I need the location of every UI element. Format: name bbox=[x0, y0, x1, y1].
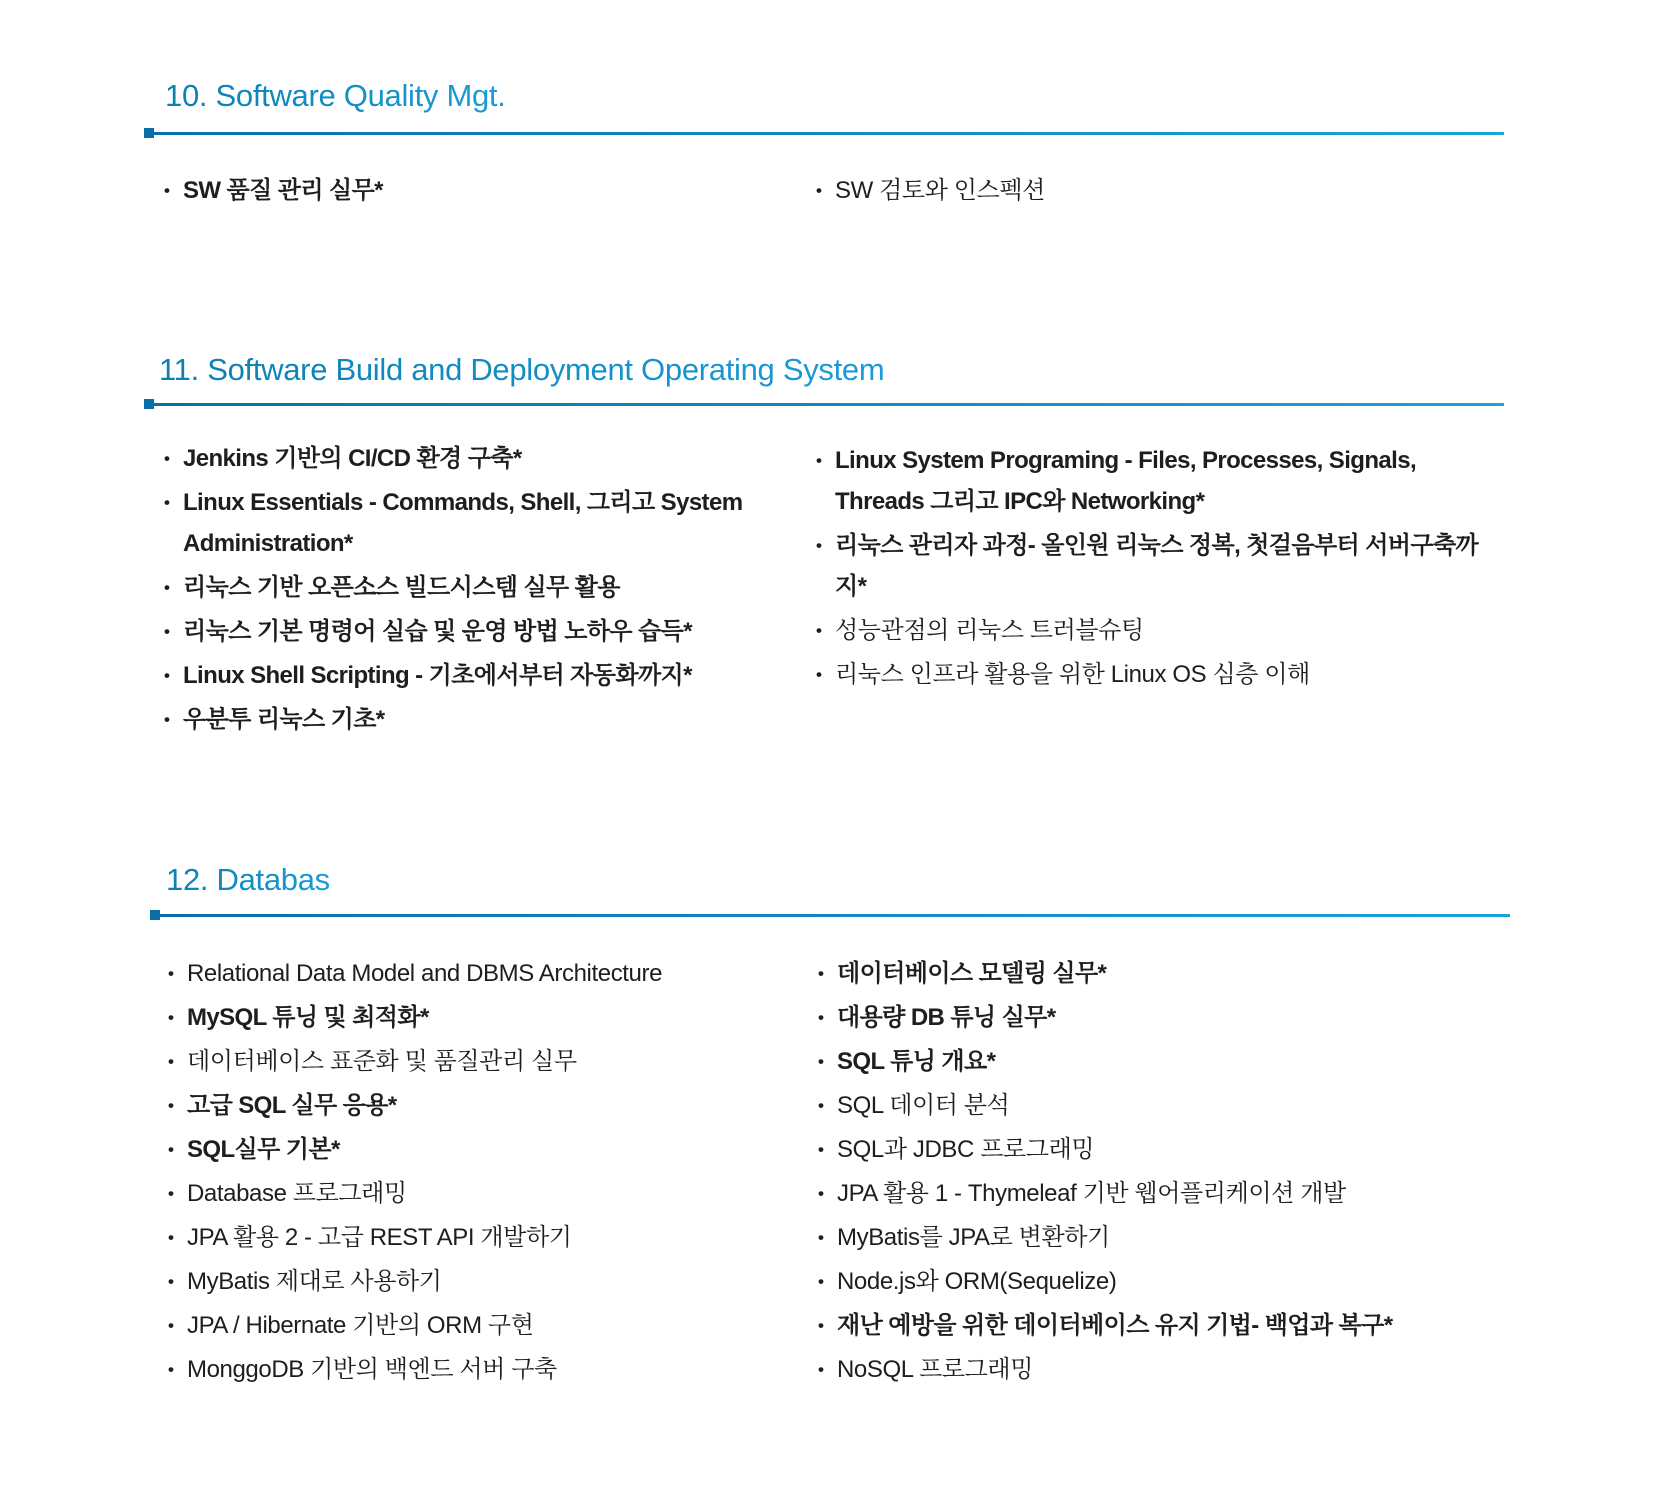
course-title: JPA 활용 1 - Thymeleaf 기반 웹어플리케이션 개발 bbox=[837, 1180, 1346, 1207]
course-title: 성능관점의 리눅스 트러블슈팅 bbox=[835, 617, 1144, 644]
course-list-right bbox=[818, 953, 1498, 1393]
course-title: SQL과 JDBC 프로그래밍 bbox=[837, 1136, 1095, 1163]
bullet-icon: • bbox=[164, 578, 170, 597]
bullet-icon: • bbox=[164, 622, 170, 641]
course-title: SQL 튜닝 개요* bbox=[837, 1048, 996, 1075]
course-item bbox=[818, 1173, 1498, 1214]
course-title: MonggoDB 기반의 백엔드 서버 구축 bbox=[187, 1356, 557, 1383]
course-title: Relational Data Model and DBMS Architecture bbox=[187, 960, 663, 987]
course-title: JPA / Hibernate 기반의 ORM 구현 bbox=[187, 1312, 534, 1339]
course-list-left bbox=[164, 438, 769, 743]
course-title: SQL실무 기본* bbox=[187, 1136, 340, 1163]
course-item bbox=[816, 440, 1496, 522]
bullet-icon: • bbox=[818, 1316, 824, 1335]
bullet-icon: • bbox=[818, 1052, 824, 1071]
bullet-icon: • bbox=[168, 1184, 174, 1203]
course-list-right bbox=[816, 170, 1476, 214]
course-list-left bbox=[164, 170, 784, 214]
course-item bbox=[168, 1129, 788, 1170]
bullet-icon: • bbox=[818, 964, 824, 983]
bullet-icon: • bbox=[818, 1228, 824, 1247]
course-list-right bbox=[816, 440, 1496, 698]
bullet-icon: • bbox=[818, 1008, 824, 1027]
section-title: 11. Software Build and Deployment Operating System bbox=[159, 352, 885, 387]
course-title: Linux Shell Scripting - 기초에서부터 자동화까지* bbox=[183, 662, 692, 689]
divider-square-marker bbox=[144, 128, 154, 138]
course-item bbox=[168, 1261, 788, 1302]
course-title: 리눅스 기반 오픈소스 빌드시스템 실무 활용 bbox=[183, 574, 620, 601]
course-item bbox=[164, 170, 784, 211]
course-item bbox=[164, 655, 769, 696]
course-item bbox=[168, 1349, 788, 1390]
course-item bbox=[168, 953, 788, 994]
course-item bbox=[818, 1085, 1498, 1126]
bullet-icon: • bbox=[164, 181, 170, 200]
bullet-icon: • bbox=[168, 1008, 174, 1027]
course-item bbox=[168, 1217, 788, 1258]
course-item bbox=[818, 953, 1498, 994]
bullet-icon: • bbox=[816, 621, 822, 640]
course-title: Linux System Programing - Files, Processes, Signals, Threads 그리고 IPC와 Networking* bbox=[835, 447, 1417, 515]
course-title: 데이터베이스 표준화 및 품질관리 실무 bbox=[187, 1048, 577, 1075]
section-divider bbox=[144, 403, 1504, 406]
course-title: Jenkins 기반의 CI/CD 환경 구축* bbox=[183, 445, 522, 472]
course-item bbox=[164, 438, 769, 479]
course-item bbox=[168, 997, 788, 1038]
bullet-icon: • bbox=[168, 1316, 174, 1335]
course-item bbox=[818, 1129, 1498, 1170]
bullet-icon: • bbox=[818, 1096, 824, 1115]
bullet-icon: • bbox=[168, 1360, 174, 1379]
course-item bbox=[168, 1085, 788, 1126]
divider-square-marker bbox=[144, 399, 154, 409]
bullet-icon: • bbox=[168, 1272, 174, 1291]
course-item bbox=[164, 482, 769, 564]
course-item bbox=[164, 567, 769, 608]
section-title: 10. Software Quality Mgt. bbox=[165, 78, 506, 113]
bullet-icon: • bbox=[816, 181, 822, 200]
bullet-icon: • bbox=[164, 666, 170, 685]
course-item bbox=[816, 654, 1496, 695]
course-title: 리눅스 관리자 과정- 올인원 리눅스 정복, 첫걸음부터 서버구축까지* bbox=[835, 532, 1479, 600]
bullet-icon: • bbox=[818, 1184, 824, 1203]
bullet-icon: • bbox=[816, 536, 822, 555]
course-item bbox=[164, 699, 769, 740]
bullet-icon: • bbox=[816, 665, 822, 684]
course-title: SW 품질 관리 실무* bbox=[183, 177, 383, 204]
bullet-icon: • bbox=[168, 1140, 174, 1159]
course-item bbox=[818, 997, 1498, 1038]
course-title: SW 검토와 인스펙션 bbox=[835, 177, 1045, 204]
bullet-icon: • bbox=[168, 1096, 174, 1115]
course-item bbox=[168, 1173, 788, 1214]
section-divider bbox=[144, 132, 1504, 135]
section-title: 12. Databas bbox=[166, 862, 330, 897]
bullet-icon: • bbox=[818, 1360, 824, 1379]
course-title: MyBatis를 JPA로 변환하기 bbox=[837, 1224, 1110, 1251]
section-divider bbox=[150, 914, 1510, 917]
course-item bbox=[168, 1041, 788, 1082]
bullet-icon: • bbox=[818, 1140, 824, 1159]
course-title: Database 프로그래밍 bbox=[187, 1180, 407, 1207]
course-item bbox=[818, 1041, 1498, 1082]
course-title: 데이터베이스 모델링 실무* bbox=[837, 960, 1107, 987]
course-item bbox=[818, 1217, 1498, 1258]
course-title: MySQL 튜닝 및 최적화* bbox=[187, 1004, 429, 1031]
bullet-icon: • bbox=[164, 449, 170, 468]
course-title: JPA 활용 2 - 고급 REST API 개발하기 bbox=[187, 1224, 572, 1251]
divider-square-marker bbox=[150, 910, 160, 920]
course-title: 재난 예방을 위한 데이터베이스 유지 기법- 백업과 복구* bbox=[837, 1312, 1393, 1339]
bullet-icon: • bbox=[816, 451, 822, 470]
course-item bbox=[816, 525, 1496, 607]
course-title: 고급 SQL 실무 응용* bbox=[187, 1092, 397, 1119]
course-list-left bbox=[168, 953, 788, 1393]
bullet-icon: • bbox=[164, 493, 170, 512]
course-title: Linux Essentials - Commands, Shell, 그리고 System Administration* bbox=[183, 489, 743, 557]
bullet-icon: • bbox=[164, 710, 170, 729]
course-title: 리눅스 인프라 활용을 위한 Linux OS 심층 이해 bbox=[835, 661, 1310, 688]
bullet-icon: • bbox=[168, 1052, 174, 1071]
course-title: MyBatis 제대로 사용하기 bbox=[187, 1268, 442, 1295]
course-item bbox=[164, 611, 769, 652]
course-title: SQL 데이터 분석 bbox=[837, 1092, 1010, 1119]
course-title: 우분투 리눅스 기초* bbox=[183, 706, 385, 733]
course-item bbox=[818, 1261, 1498, 1302]
bullet-icon: • bbox=[168, 964, 174, 983]
course-item bbox=[818, 1349, 1498, 1390]
bullet-icon: • bbox=[818, 1272, 824, 1291]
course-title: NoSQL 프로그래밍 bbox=[837, 1356, 1034, 1383]
course-item bbox=[816, 170, 1476, 211]
bullet-icon: • bbox=[168, 1228, 174, 1247]
course-item bbox=[818, 1305, 1498, 1346]
course-title: 리눅스 기본 명령어 실습 및 운영 방법 노하우 습득* bbox=[183, 618, 692, 645]
course-title: Node.js와 ORM(Sequelize) bbox=[837, 1268, 1117, 1295]
course-item bbox=[168, 1305, 788, 1346]
course-title: 대용량 DB 튜닝 실무* bbox=[837, 1004, 1056, 1031]
course-item bbox=[816, 610, 1496, 651]
